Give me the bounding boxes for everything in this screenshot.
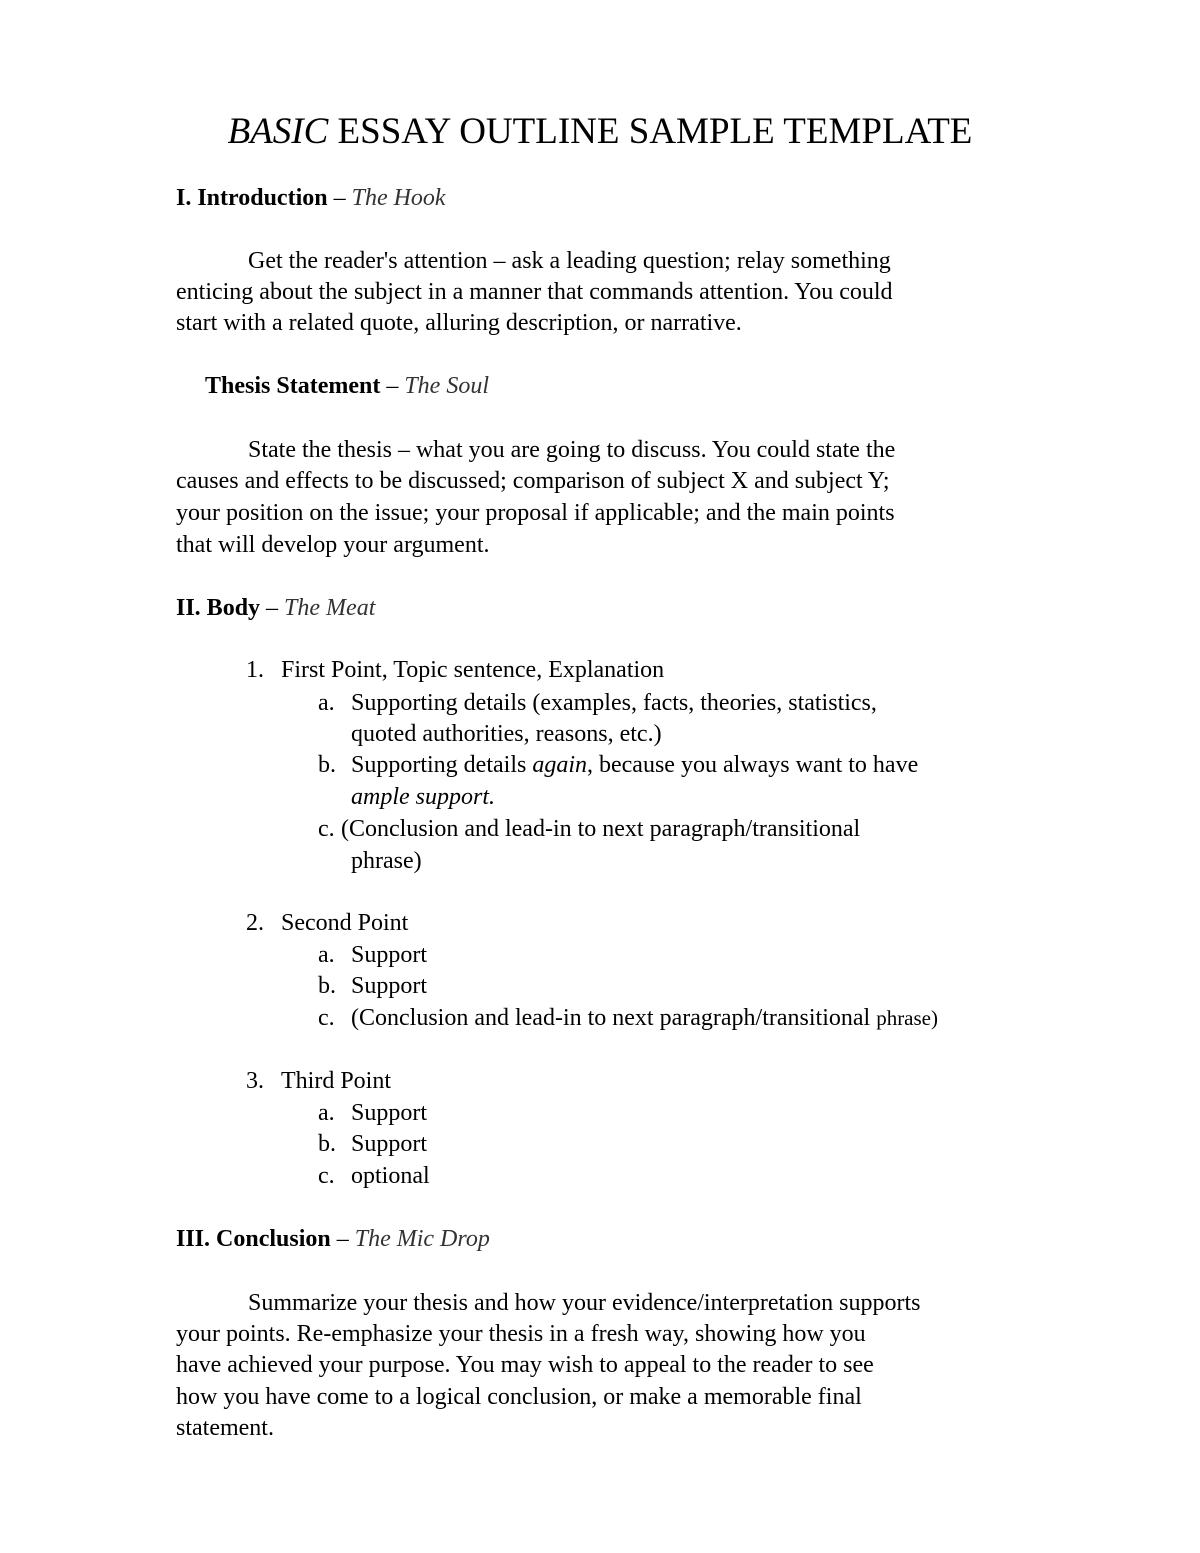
point-number: 2. — [246, 910, 264, 936]
item-text: Support — [351, 1100, 428, 1126]
title-rest: ESSAY OUTLINE SAMPLE TEMPLATE — [328, 111, 973, 152]
item-letter: b. — [318, 1131, 336, 1157]
item-text — [351, 781, 495, 813]
intro-dash: – — [327, 185, 352, 211]
intro-heading-line — [176, 182, 446, 214]
item-letter: c. — [318, 816, 335, 842]
intro-para-line: enticing about the subject in a manner that commands attention. You could — [176, 279, 893, 305]
thesis-heading: Thesis Statement — [205, 373, 381, 399]
item-text-emphasis: again — [532, 752, 587, 778]
point-label: First Point, Topic sentence, Explanation — [281, 657, 665, 683]
conclusion-heading-line — [176, 1223, 490, 1255]
item-text: Supporting details (examples, facts, theories, statistics, — [351, 690, 877, 716]
thesis-para-line: your position on the issue; your proposal if applicable; and the main points — [176, 500, 895, 526]
item-text-emphasis: ample support. — [351, 784, 495, 810]
conclusion-para-line: Summarize your thesis and how your evidence/interpretation supports — [248, 1290, 921, 1316]
item-text: Support — [351, 973, 428, 999]
item-letter: a. — [318, 942, 335, 968]
intro-subtitle: The Hook — [351, 185, 446, 211]
conclusion-subtitle: The Mic Drop — [354, 1226, 490, 1252]
body-subtitle: The Meat — [284, 595, 376, 621]
item-text — [351, 1002, 938, 1034]
conclusion-para-line: how you have come to a logical conclusion, or make a memorable final — [176, 1384, 862, 1410]
item-letter: a. — [318, 690, 335, 716]
conclusion-para-line: your points. Re-emphasize your thesis in a fresh way, showing how you — [176, 1321, 866, 1347]
thesis-heading-line — [205, 370, 489, 402]
point-label: Second Point — [281, 910, 409, 936]
thesis-dash: – — [380, 373, 405, 399]
item-text: Support — [351, 1131, 428, 1157]
point-label: Third Point — [281, 1068, 392, 1094]
thesis-para-line: that will develop your argument. — [176, 532, 490, 558]
intro-para-line: start with a related quote, alluring description, or narrative. — [176, 310, 742, 336]
item-text: Support — [351, 942, 428, 968]
point-number: 1. — [246, 657, 264, 683]
point-number: 3. — [246, 1068, 264, 1094]
item-text: (Conclusion and lead-in to next paragraph/transitional — [341, 816, 861, 842]
item-letter: b. — [318, 752, 336, 778]
intro-heading: I. Introduction — [176, 185, 328, 211]
thesis-para-line: causes and effects to be discussed; comparison of subject X and subject Y; — [176, 468, 890, 494]
conclusion-heading: III. Conclusion — [176, 1226, 331, 1252]
body-dash: – — [260, 595, 285, 621]
item-text-main: (Conclusion and lead-in to next paragraph/transitional — [351, 1005, 877, 1031]
item-text-pre: Supporting details — [351, 752, 533, 778]
item-letter: c. — [318, 1005, 335, 1031]
thesis-para-line: State the thesis – what you are going to discuss. You could state the — [248, 437, 896, 463]
conclusion-para-line: have achieved your purpose. You may wish to appeal to the reader to see — [176, 1352, 874, 1378]
item-letter: a. — [318, 1100, 335, 1126]
item-text: optional — [351, 1163, 430, 1189]
item-letter: b. — [318, 973, 336, 999]
thesis-subtitle: The Soul — [404, 373, 489, 399]
page-title — [0, 108, 1200, 156]
body-heading-line — [176, 592, 375, 624]
item-text-small: phrase) — [876, 1006, 938, 1030]
conclusion-dash: – — [330, 1226, 355, 1252]
item-text-post: , because you always want to have — [587, 752, 919, 778]
body-heading: II. Body — [176, 595, 261, 621]
item-text: phrase) — [351, 848, 422, 874]
conclusion-para-line: statement. — [176, 1415, 274, 1441]
intro-para-line: Get the reader's attention – ask a leading question; relay something — [248, 248, 891, 274]
title-italic: BASIC — [227, 111, 329, 152]
item-letter: c. — [318, 1163, 335, 1189]
item-text — [351, 749, 918, 781]
item-text: quoted authorities, reasons, etc.) — [351, 721, 662, 747]
